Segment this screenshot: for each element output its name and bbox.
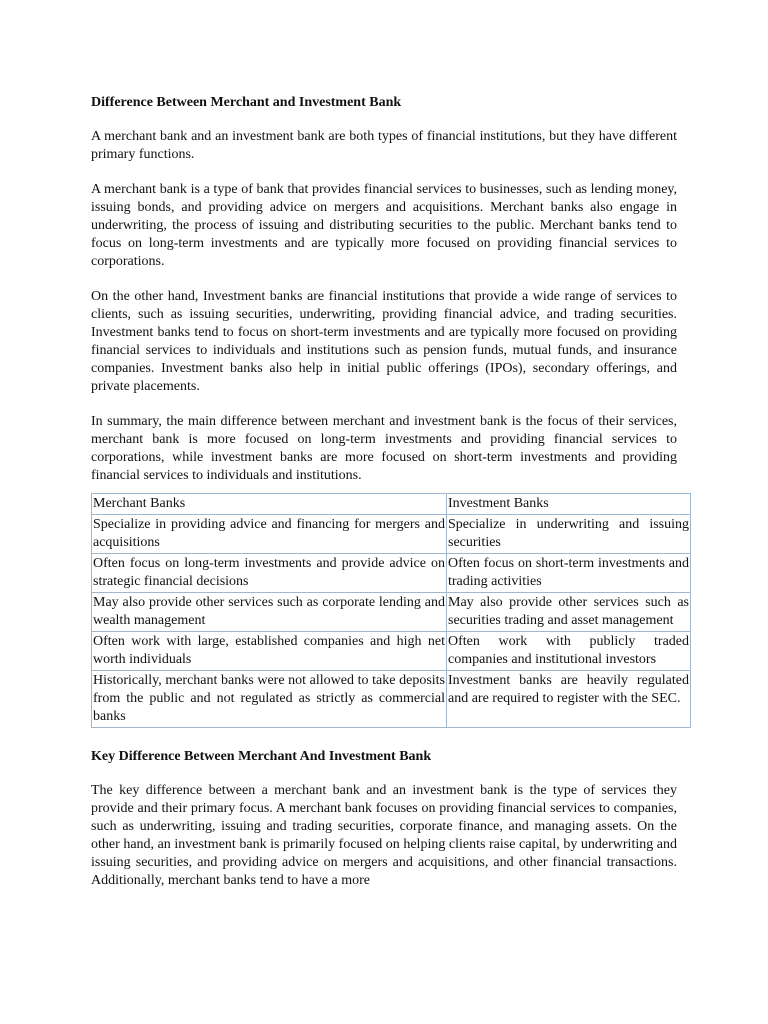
table-header-merchant: Merchant Banks [92, 494, 447, 515]
document-body [91, 94, 689, 907]
table-cell-investment: Often work with publicly traded companies and institutional investors [447, 632, 691, 671]
table-cell-investment: Often focus on short-term investments and trading activities [447, 554, 691, 593]
table-cell-merchant: Specialize in providing advice and financing for mergers and acquisitions [92, 515, 447, 554]
table-cell-merchant: Often work with large, established companies and high net worth individuals [92, 632, 447, 671]
table-row [92, 671, 691, 728]
table-row [92, 593, 691, 632]
table-cell-investment: Investment banks are heavily regulated and are required to register with the SEC. [447, 671, 691, 728]
table-row [92, 554, 691, 593]
merchant-bank-paragraph: A merchant bank is a type of bank that provides financial services to businesses, such as lending money, issuing bonds, and providing advice on mergers and acquisitions. Merchant banks also engage in underwriting, the process of issuing and distributing securities to the public. Merchant banks tend to focus on long-term investments and are typically more focused on providing financial services to corporations. [91, 182, 677, 269]
table-row [92, 632, 691, 671]
table-cell-investment: Specialize in underwriting and issuing securities [447, 515, 691, 554]
comparison-table [91, 493, 691, 728]
document-title: Difference Between Merchant and Investment Bank [91, 95, 402, 110]
summary-paragraph: In summary, the main difference between merchant and investment bank is the focus of their services, merchant bank is more focused on long-term investments and providing financial services to corporations, while investment banks are more focused on short-term investments and providing financial services to individuals and institutions. [91, 414, 677, 483]
section2-paragraph: The key difference between a merchant bank and an investment bank is the type of services they provide and their primary focus. A merchant bank focuses on providing financial services to companies, such as underwriting, issuing and trading securities, corporate finance, and managing assets. On the other hand, an investment bank is primarily focused on helping clients raise capital, by underwriting and issuing securities, and providing advice on mergers and acquisitions, and other financial transactions. Additionally, merchant banks tend to have a more [91, 783, 677, 888]
table-cell-merchant: Historically, merchant banks were not allowed to take deposits from the public and not regulated as strictly as commercial banks [92, 671, 447, 728]
section2-title: Key Difference Between Merchant And Investment Bank [91, 749, 432, 764]
table-cell-merchant: May also provide other services such as corporate lending and wealth management [92, 593, 447, 632]
table-header-investment: Investment Banks [447, 494, 691, 515]
table-cell-investment: May also provide other services such as securities trading and asset management [447, 593, 691, 632]
intro-paragraph: A merchant bank and an investment bank are both types of financial institutions, but they have different primary functions. [91, 129, 677, 162]
investment-bank-paragraph: On the other hand, Investment banks are financial institutions that provide a wide range of services to clients, such as issuing securities, underwriting, providing financial advice, and trading securities. Investment banks tend to focus on short-term investments and are typically more focused on providing financial services to individuals and institutions such as pension funds, mutual funds, and insurance companies. Investment banks also help in initial public offerings (IPOs), secondary offerings, and private placements. [91, 289, 677, 394]
table-cell-merchant: Often focus on long-term investments and provide advice on strategic financial decisions [92, 554, 447, 593]
table-header-row [92, 494, 691, 515]
table-row [92, 515, 691, 554]
